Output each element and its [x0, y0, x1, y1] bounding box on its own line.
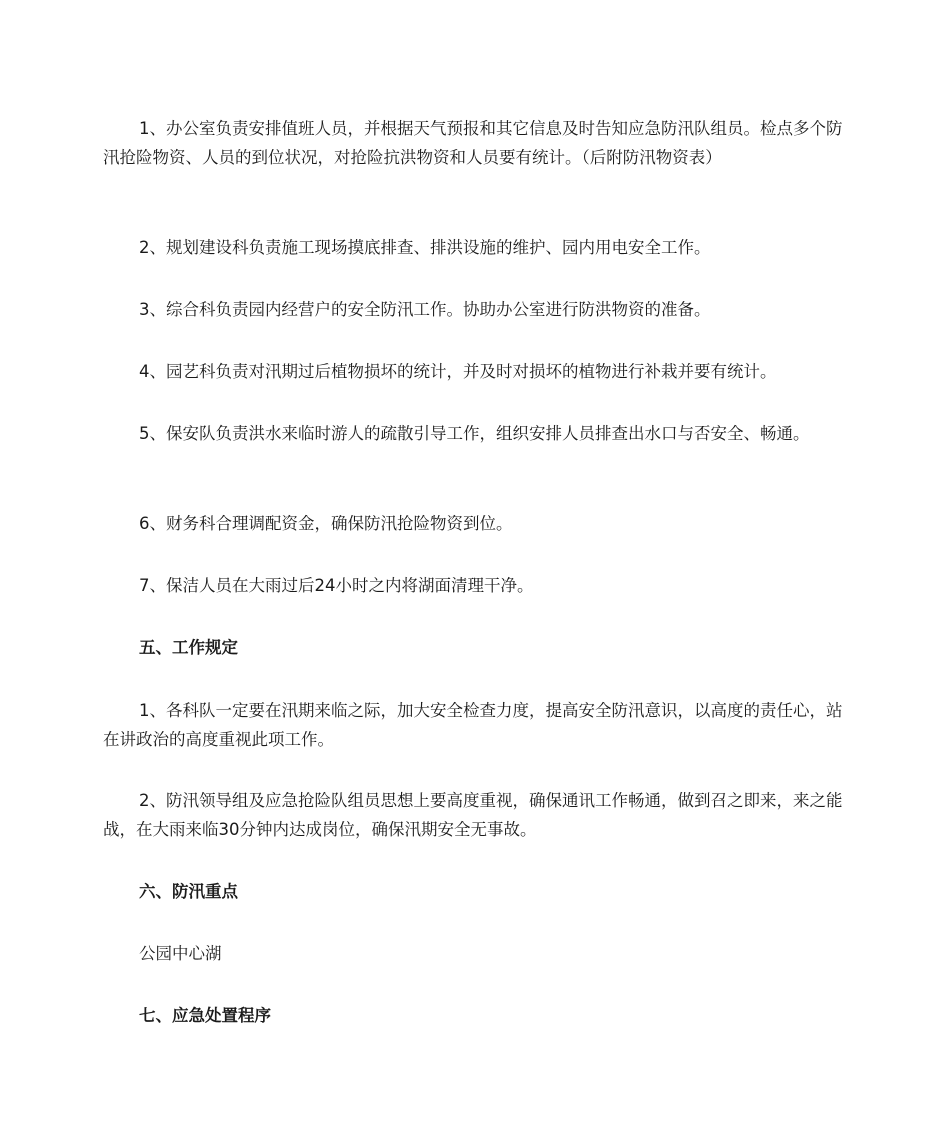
paragraph-rule-1: 1、各科队一定要在汛期来临之际，加大安全检查力度，提高安全防汛意识，以高度的责任心，站在讲政治的高度重视此项工作。 — [103, 701, 843, 749]
section-heading-flood-focus: 六、防汛重点 — [139, 882, 238, 901]
paragraph-cleaning-staff: 7、保洁人员在大雨过后24小时之内将湖面清理干净。 — [139, 576, 534, 595]
paragraph-duty-office: 1、办公室负责安排值班人员，并根据天气预报和其它信息及时告知应急防汛队组员。检点多个防汛抢险物资、人员的到位状况，对抢险抗洪物资和人员要有统计。（后附防汛物资表） — [103, 119, 843, 167]
paragraph-horticulture-section: 4、园艺科负责对汛期过后植物损坏的统计，并及时对损坏的植物进行补栽并要有统计。 — [139, 362, 777, 381]
section-heading-emergency-procedure: 七、应急处置程序 — [139, 1006, 271, 1025]
section-heading-work-rules: 五、工作规定 — [139, 638, 238, 657]
paragraph-focus-location: 公园中心湖 — [139, 944, 222, 963]
paragraph-planning-section: 2、规划建设科负责施工现场摸底排查、排洪设施的维护、园内用电安全工作。 — [139, 238, 711, 257]
paragraph-finance-section: 6、财务科合理调配资金，确保防汛抢险物资到位。 — [139, 514, 513, 533]
paragraph-security-team: 5、保安队负责洪水来临时游人的疏散引导工作，组织安排人员排查出水口与否安全、畅通。 — [139, 424, 810, 443]
paragraph-general-section: 3、综合科负责园内经营户的安全防汛工作。协助办公室进行防洪物资的准备。 — [139, 300, 711, 319]
paragraph-rule-2: 2、防汛领导组及应急抢险队组员思想上要高度重视，确保通讯工作畅通，做到召之即来，来之能战，在大雨来临30分钟内达成岗位，确保汛期安全无事故。 — [103, 791, 843, 839]
